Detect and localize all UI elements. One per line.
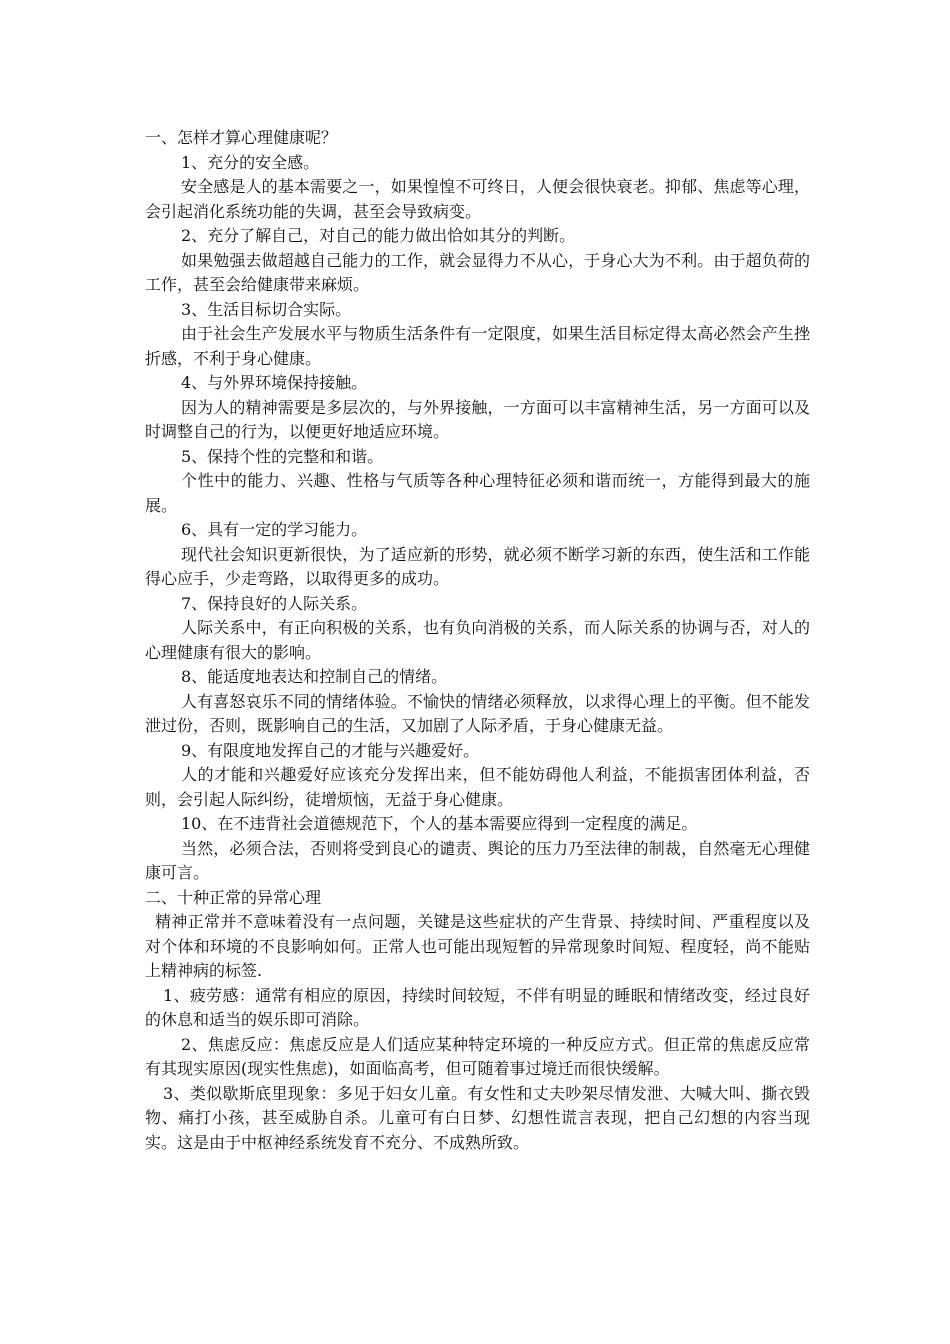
- item-body: 安全感是人的基本需要之一，如果惶惶不可终日，人便会很快衰老。抑郁、焦虑等心理，会引起消化系统功能的失调，甚至会导致病变。: [145, 177, 810, 221]
- item-title: 6、具有一定的学习能力。: [181, 520, 368, 539]
- item-body: 现代社会知识更新很快，为了适应新的形势，就必须不断学习新的东西，使生活和工作能得心应手，少走弯路，以取得更多的成功。: [145, 544, 810, 588]
- item-body: 人的才能和兴趣爱好应该充分发挥出来，但不能妨碍他人利益，不能损害团体利益，否则，会引起人际纠纷，徒增烦恼，无益于身心健康。: [145, 765, 810, 809]
- item-body: 当然，必须合法，否则将受到良心的谴责、舆论的压力乃至法律的制裁，自然毫无心理健康可言。: [145, 838, 810, 882]
- item-title: 5、保持个性的完整和和谐。: [181, 446, 384, 466]
- item-title: 2、充分了解自己，对自己的能力做出恰如其分的判断。: [181, 226, 576, 245]
- item-body: 人有喜怒哀乐不同的情绪体验。不愉快的情绪必须释放，以求得心理上的平衡。但不能发泄过份，否则，既影响自己的生活，又加剧了人际矛盾，于身心健康无益。: [145, 691, 810, 735]
- section2-intro: 精神正常并不意味着没有一点问题，关键是这些症状的产生背景、持续时间、严重程度以及对个体和环境的不良影响如何。正常人也可能出现短暂的异常现象时间短、程度轻，尚不能贴上精神病的标签.: [145, 912, 810, 980]
- section2-item: 3、类似歇斯底里现象：多见于妇女儿童。有女性和丈夫吵架尽情发泄、大喊大叫、撕衣毁物、痛打小孩，甚至威胁自杀。儿童可有白日梦、幻想性谎言表现，把自己幻想的内容当现实。这是由于中枢神经系统发育不充分、不成熟所致。: [145, 1083, 810, 1152]
- section2-item: 2、焦虑反应：焦虑反应是人们适应某种特定环境的一种反应方式。但正常的焦虑反应常有其现实原因(现实性焦虑)，如面临高考，但可随着事过境迁而很快缓解。: [145, 1034, 810, 1078]
- section2-heading: 二、十种正常的异常心理: [145, 887, 322, 907]
- item-body: 由于社会生产发展水平与物质生活条件有一定限度，如果生活目标定得太高必然会产生挫折感，不利于身心健康。: [145, 324, 810, 368]
- item-body: 因为人的精神需要是多层次的，与外界接触，一方面可以丰富精神生活，另一方面可以及时调整自己的行为，以便更好地适应环境。: [145, 397, 810, 441]
- item-title: 8、能适度地表达和控制自己的情绪。: [181, 667, 448, 686]
- item-body: 如果勉强去做超越自己能力的工作，就会显得力不从心，于身心大为不利。由于超负荷的工作，甚至会给健康带来麻烦。: [145, 250, 810, 294]
- item-title: 4、与外界环境保持接触。: [181, 373, 368, 392]
- item-title: 10、在不违背社会道德规范下，个人的基本需要应得到一定程度的满足。: [181, 814, 698, 833]
- document-page: [145, 126, 810, 1155]
- section1-heading: 一、怎样才算心理健康呢？: [145, 128, 338, 147]
- item-body: 人际关系中，有正向积极的关系，也有负向消极的关系，而人际关系的协调与否，对人的心理健康有很大的影响。: [145, 618, 810, 662]
- item-body: 个性中的能力、兴趣、性格与气质等各种心理特征必须和谐而统一，方能得到最大的施展。: [145, 471, 810, 515]
- item-title: 9、有限度地发挥自己的才能与兴趣爱好。: [181, 740, 480, 760]
- section2-item: 1、疲劳感：通常有相应的原因，持续时间较短，不伴有明显的睡眠和情绪改变，经过良好的休息和适当的娱乐即可消除。: [145, 985, 810, 1029]
- item-title: 1、充分的安全感。: [181, 152, 320, 172]
- item-title: 3、生活目标切合实际。: [181, 299, 352, 319]
- item-title: 7、保持良好的人际关系。: [181, 593, 368, 613]
